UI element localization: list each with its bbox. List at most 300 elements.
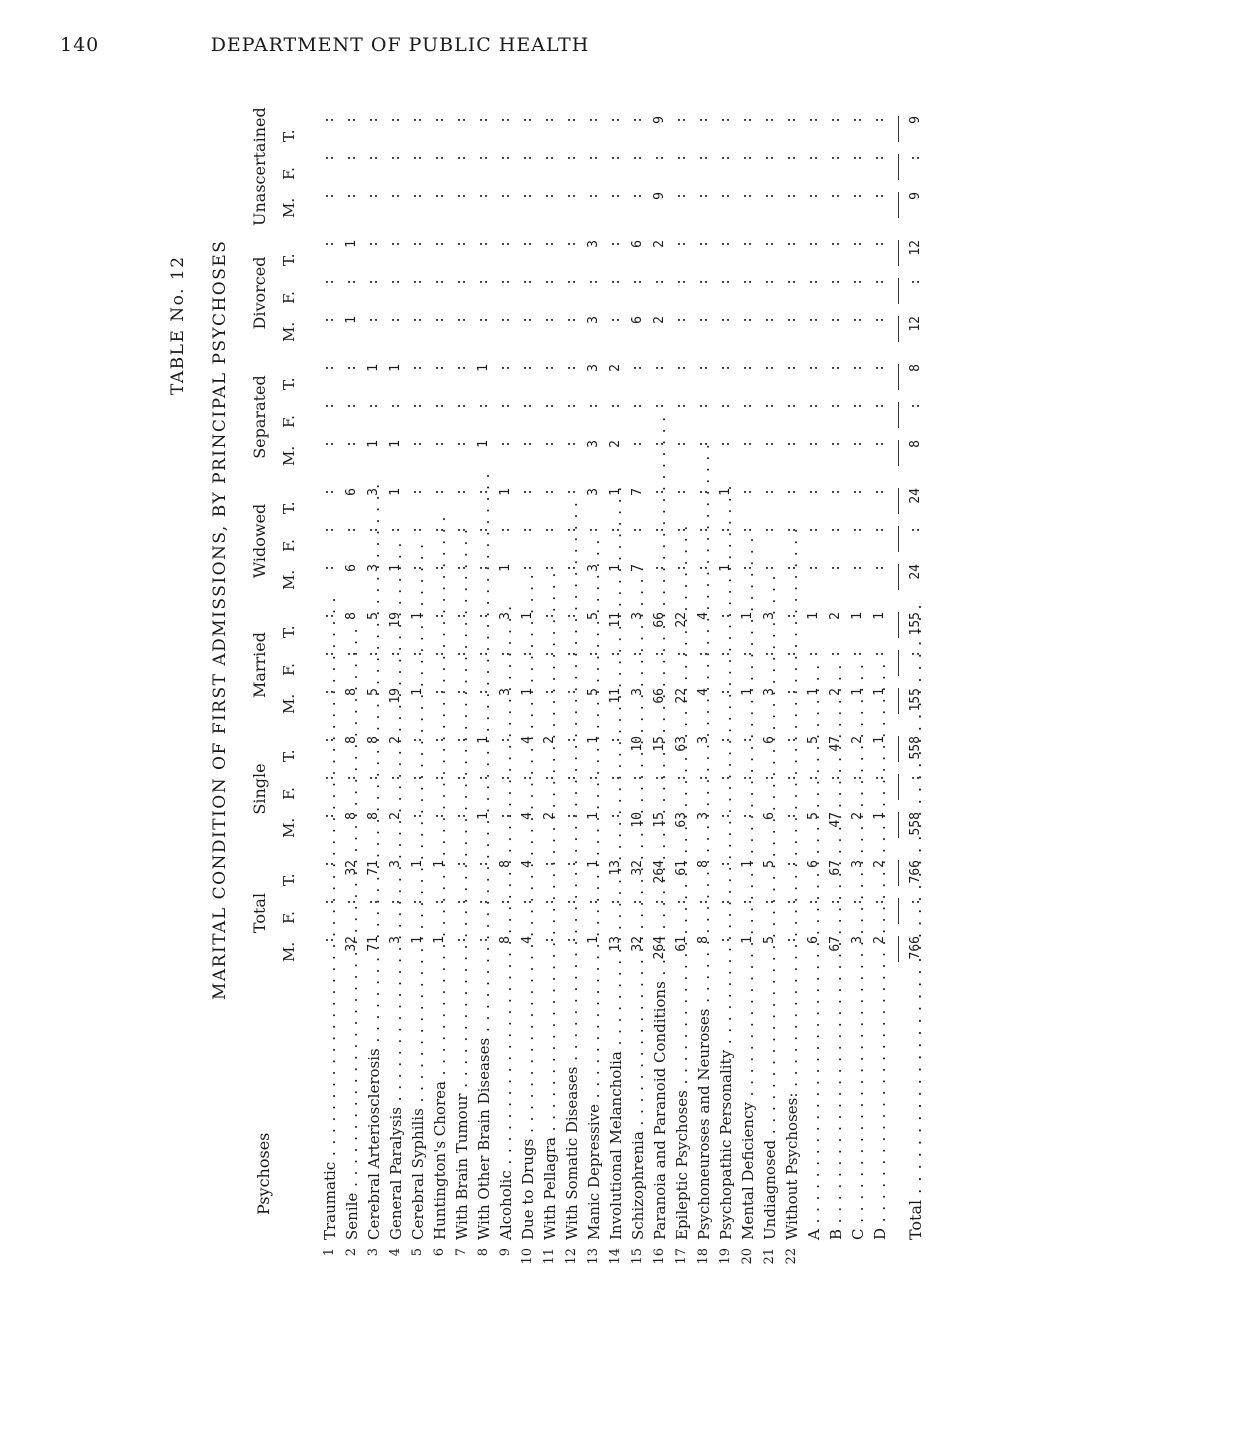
table-cell xyxy=(848,774,868,808)
table-cell xyxy=(540,364,560,398)
row-label: Involutional Melancholia . . . xyxy=(606,1000,626,1240)
table-cell xyxy=(408,564,428,598)
table-cell xyxy=(782,154,802,188)
table-cell xyxy=(474,316,494,350)
table-cell: 155 xyxy=(908,612,923,636)
table-row xyxy=(672,270,692,1270)
table-cell xyxy=(386,316,406,350)
table-cell xyxy=(386,526,406,560)
table-row xyxy=(804,270,824,1270)
table-cell xyxy=(320,936,340,970)
table-cell xyxy=(342,440,362,474)
table-cell xyxy=(826,192,846,226)
total-rule xyxy=(898,860,899,886)
table-cell xyxy=(452,564,472,598)
subcolumn-header: T. xyxy=(280,625,298,638)
table-cell xyxy=(320,440,340,474)
table-cell xyxy=(694,364,714,398)
table-cell xyxy=(540,564,560,598)
table-cell xyxy=(694,278,714,312)
table-cell: 71 xyxy=(366,936,381,952)
table-cell xyxy=(782,402,802,436)
row-label: Mental Deficiency . . . xyxy=(738,1000,758,1240)
table-cell: 1 xyxy=(476,440,491,448)
row-label: Paranoia and Paranoid Conditions . . . xyxy=(650,1000,670,1240)
table-cell: 2 xyxy=(608,364,623,372)
table-cell: 1 xyxy=(432,936,447,944)
table-cell xyxy=(826,526,846,560)
subcolumn-header: F. xyxy=(280,167,298,180)
table-cell xyxy=(650,154,670,188)
table-cell xyxy=(540,526,560,560)
table-cell: 1 xyxy=(806,688,821,696)
table-cell: 4 xyxy=(520,860,535,868)
table-cell: 264 xyxy=(652,936,667,960)
table-cell: 66 xyxy=(652,688,667,704)
table-cell xyxy=(694,488,714,522)
table-cell: 3 xyxy=(850,860,865,868)
table-cell xyxy=(518,116,538,150)
table-cell xyxy=(782,316,802,350)
table-cell: 10 xyxy=(630,736,645,752)
table-cell xyxy=(782,860,802,894)
table-cell: 1 xyxy=(586,812,601,820)
table-cell: 1 xyxy=(366,440,381,448)
table-cell xyxy=(518,240,538,274)
table-row xyxy=(716,270,736,1270)
table-cell: 1 xyxy=(410,936,425,944)
table-cell xyxy=(364,650,384,684)
table-cell xyxy=(320,154,340,188)
table-cell xyxy=(804,488,824,522)
table-cell xyxy=(474,650,494,684)
total-rule xyxy=(898,526,899,552)
table-cell xyxy=(474,936,494,970)
table-cell xyxy=(848,898,868,932)
table-cell xyxy=(518,278,538,312)
table-cell xyxy=(364,402,384,436)
table-cell xyxy=(342,526,362,560)
table-cell xyxy=(694,650,714,684)
table-cell xyxy=(320,278,340,312)
table-row xyxy=(474,270,494,1270)
table-cell xyxy=(870,898,890,932)
table-cell xyxy=(760,564,780,598)
table-cell xyxy=(782,564,802,598)
table-cell xyxy=(716,860,736,894)
table-cell: 1 xyxy=(388,488,403,496)
table-cell: 1 xyxy=(586,936,601,944)
table-cell xyxy=(342,278,362,312)
row-number: 18 xyxy=(696,1248,711,1265)
rotated-table xyxy=(250,107,1250,1270)
table-cell xyxy=(738,564,758,598)
table-cell: 2 xyxy=(542,812,557,820)
table-cell xyxy=(430,736,450,770)
table-cell xyxy=(518,154,538,188)
table-cell xyxy=(760,402,780,436)
table-cell xyxy=(562,116,582,150)
table-cell: 2 xyxy=(828,612,843,620)
row-label: A . . . xyxy=(804,1000,824,1240)
table-cell xyxy=(650,402,670,436)
table-cell: 8 xyxy=(696,936,711,944)
table-cell: 6 xyxy=(630,240,645,248)
table-cell: 6 xyxy=(344,488,359,496)
table-cell: 13 xyxy=(608,860,623,876)
row-number: 1 xyxy=(322,1248,337,1257)
group-title: Widowed xyxy=(250,503,269,579)
table-cell xyxy=(848,650,868,684)
table-cell xyxy=(584,650,604,684)
row-header: Psychoses xyxy=(254,1132,273,1215)
row-number: 20 xyxy=(740,1248,755,1265)
table-cell xyxy=(628,774,648,808)
table-cell xyxy=(716,774,736,808)
table-cell xyxy=(826,440,846,474)
table-cell xyxy=(738,240,758,274)
table-cell: 2 xyxy=(542,736,557,744)
table-cell xyxy=(628,364,648,398)
table-cell xyxy=(408,278,428,312)
running-head: DEPARTMENT OF PUBLIC HEALTH xyxy=(210,34,590,56)
table-row xyxy=(826,270,846,1270)
table-cell xyxy=(782,612,802,646)
row-number: 6 xyxy=(432,1248,447,1257)
table-cell: 3 xyxy=(586,440,601,448)
table-cell: 1 xyxy=(740,860,755,868)
group-title: Unascertained xyxy=(250,107,269,226)
table-cell xyxy=(716,688,736,722)
table-cell xyxy=(562,440,582,474)
table-cell xyxy=(628,402,648,436)
table-cell xyxy=(804,402,824,436)
table-cell xyxy=(474,564,494,598)
table-cell: 61 xyxy=(674,860,689,876)
table-cell xyxy=(540,860,560,894)
table-cell xyxy=(408,116,428,150)
table-cell xyxy=(474,612,494,646)
table-cell xyxy=(562,402,582,436)
column-group xyxy=(250,236,308,350)
table-cell xyxy=(408,192,428,226)
subcolumn-header: F. xyxy=(280,787,298,800)
table-cell: 3 xyxy=(696,812,711,820)
table-cell: 3 xyxy=(586,564,601,572)
table-cell: 3 xyxy=(586,316,601,324)
table-cell: 2 xyxy=(872,936,887,944)
table-cell xyxy=(452,812,472,846)
table-cell xyxy=(848,192,868,226)
table-cell: 1 xyxy=(476,812,491,820)
table-cell: 19 xyxy=(388,688,403,704)
table-cell xyxy=(738,192,758,226)
table-cell: 32 xyxy=(344,936,359,952)
row-number: 11 xyxy=(542,1248,557,1265)
table-cell: 1 xyxy=(476,736,491,744)
table-cell: 6 xyxy=(806,860,821,868)
table-cell: 1 xyxy=(718,564,733,572)
table-cell xyxy=(716,240,736,274)
table-cell xyxy=(672,116,692,150)
table-cell: 1 xyxy=(432,860,447,868)
table-cell xyxy=(342,402,362,436)
table-cell xyxy=(408,736,428,770)
table-cell xyxy=(584,154,604,188)
table-cell xyxy=(804,278,824,312)
table-cell xyxy=(320,774,340,808)
table-cell xyxy=(364,192,384,226)
table-cell xyxy=(628,278,648,312)
table-row xyxy=(760,270,780,1270)
table-cell xyxy=(518,774,538,808)
table-cell xyxy=(386,192,406,226)
table-cell: 32 xyxy=(630,936,645,952)
row-number: 5 xyxy=(410,1248,425,1257)
table-cell xyxy=(848,316,868,350)
table-cell xyxy=(386,898,406,932)
table-cell: 4 xyxy=(520,812,535,820)
table-cell: 12 xyxy=(908,240,923,256)
table-cell xyxy=(716,650,736,684)
total-rule xyxy=(898,898,899,924)
table-row xyxy=(650,116,670,1270)
table-cell: 9 xyxy=(908,192,923,200)
table-cell xyxy=(782,278,802,312)
table-cell xyxy=(760,440,780,474)
table-cell xyxy=(320,240,340,274)
table-cell xyxy=(320,736,340,770)
table-cell: 6 xyxy=(344,564,359,572)
table-cell xyxy=(716,526,736,560)
table-cell xyxy=(430,650,450,684)
table-cell xyxy=(826,154,846,188)
table-cell xyxy=(496,774,516,808)
table-cell xyxy=(430,774,450,808)
table-cell xyxy=(738,402,758,436)
table-cell xyxy=(848,364,868,398)
row-label: C . . . xyxy=(848,1000,868,1240)
table-cell xyxy=(716,736,736,770)
table-cell: 1 xyxy=(520,612,535,620)
table-cell xyxy=(496,736,516,770)
table-cell xyxy=(804,364,824,398)
table-cell: 766 xyxy=(908,936,923,960)
table-cell xyxy=(694,440,714,474)
table-cell xyxy=(452,612,472,646)
table-cell xyxy=(496,650,516,684)
table-cell xyxy=(496,812,516,846)
table-cell: 1 xyxy=(740,612,755,620)
table-cell xyxy=(430,364,450,398)
table-row xyxy=(848,270,868,1270)
table-cell xyxy=(496,402,516,436)
table-cell xyxy=(430,564,450,598)
table-cell xyxy=(804,526,824,560)
table-cell xyxy=(826,488,846,522)
table-cell: 3 xyxy=(366,564,381,572)
table-cell xyxy=(650,564,670,598)
table-cell xyxy=(496,440,516,474)
subcolumn-header: T. xyxy=(280,749,298,762)
table-cell xyxy=(386,278,406,312)
table-cell xyxy=(826,774,846,808)
table-cell xyxy=(672,278,692,312)
table-cell xyxy=(826,898,846,932)
table-cell xyxy=(408,774,428,808)
table-cell xyxy=(628,526,648,560)
table-cell xyxy=(452,154,472,188)
table-cell xyxy=(518,488,538,522)
column-group xyxy=(250,484,308,598)
row-number: 8 xyxy=(476,1248,491,1257)
table-cell xyxy=(342,192,362,226)
table-cell xyxy=(906,774,926,808)
table-cell xyxy=(606,402,626,436)
table-cell xyxy=(628,440,648,474)
table-cell xyxy=(826,650,846,684)
table-cell xyxy=(804,154,824,188)
table-cell xyxy=(760,526,780,560)
table-cell: 1 xyxy=(872,688,887,696)
table-cell: 1 xyxy=(872,612,887,620)
row-label: B . . . xyxy=(826,1000,846,1240)
table-row xyxy=(342,240,362,1270)
table-cell xyxy=(562,860,582,894)
table-cell: 5 xyxy=(586,688,601,696)
table-cell xyxy=(342,154,362,188)
row-number: 17 xyxy=(674,1248,689,1265)
table-cell xyxy=(474,898,494,932)
table-cell xyxy=(804,192,824,226)
table-cell xyxy=(518,440,538,474)
table-cell xyxy=(584,402,604,436)
table-cell xyxy=(364,116,384,150)
table-cell xyxy=(320,564,340,598)
table-cell xyxy=(408,240,428,274)
table-cell xyxy=(716,612,736,646)
table-row xyxy=(496,270,516,1270)
table-cell: 1 xyxy=(388,440,403,448)
table-cell xyxy=(694,192,714,226)
table-cell xyxy=(738,898,758,932)
table-cell: 8 xyxy=(344,688,359,696)
row-label: Undiagnosed . . . xyxy=(760,1000,780,1240)
table-cell xyxy=(672,440,692,474)
total-rule xyxy=(898,688,899,714)
table-cell: 9 xyxy=(652,192,667,200)
table-cell xyxy=(518,316,538,350)
subcolumn-header: T. xyxy=(280,873,298,886)
table-cell xyxy=(848,440,868,474)
table-cell: 67 xyxy=(828,860,843,876)
table-cell xyxy=(826,402,846,436)
table-cell xyxy=(870,240,890,274)
table-cell xyxy=(804,240,824,274)
table-cell: 1 xyxy=(740,936,755,944)
table-cell: 1 xyxy=(498,564,513,572)
table-cell: 3 xyxy=(762,612,777,620)
table-cell xyxy=(782,812,802,846)
table-cell xyxy=(606,116,626,150)
table-cell: 22 xyxy=(674,612,689,628)
table-cell xyxy=(760,240,780,274)
table-cell xyxy=(672,240,692,274)
group-title: Total xyxy=(250,892,269,934)
subcolumn-header: T. xyxy=(280,253,298,266)
table-cell xyxy=(870,316,890,350)
table-cell xyxy=(408,898,428,932)
total-rule xyxy=(898,316,899,342)
table-cell xyxy=(408,440,428,474)
table-cell: 3 xyxy=(762,688,777,696)
table-cell xyxy=(474,860,494,894)
table-cell xyxy=(496,526,516,560)
table-cell: 9 xyxy=(652,116,667,124)
table-cell xyxy=(342,898,362,932)
row-label: Cerebral Arteriosclerosis . . . xyxy=(364,1000,384,1240)
subcolumn-header: M. xyxy=(280,693,298,714)
table-cell xyxy=(386,116,406,150)
table-cell xyxy=(540,278,560,312)
table-cell xyxy=(452,936,472,970)
table-cell xyxy=(760,650,780,684)
row-label: With Brain Tumour . . . xyxy=(452,1000,472,1240)
table-cell xyxy=(562,936,582,970)
table-cell xyxy=(738,364,758,398)
table-cell xyxy=(540,154,560,188)
table-cell xyxy=(672,564,692,598)
column-group xyxy=(250,732,308,846)
table-cell xyxy=(804,774,824,808)
row-label: Epileptic Psychoses . . . xyxy=(672,1000,692,1240)
table-cell xyxy=(782,240,802,274)
row-label: Alcoholic . . . xyxy=(496,1000,516,1240)
table-cell xyxy=(870,154,890,188)
subcolumn-header: F. xyxy=(280,663,298,676)
table-cell: 8 xyxy=(908,440,923,448)
table-cell xyxy=(562,736,582,770)
table-cell xyxy=(606,154,626,188)
table-cell xyxy=(716,364,736,398)
table-cell xyxy=(870,526,890,560)
table-cell xyxy=(782,736,802,770)
table-cell xyxy=(562,650,582,684)
table-cell xyxy=(870,564,890,598)
table-cell xyxy=(606,898,626,932)
table-cell xyxy=(386,650,406,684)
row-number: 12 xyxy=(564,1248,579,1265)
table-cell xyxy=(870,440,890,474)
table-cell xyxy=(364,240,384,274)
table-cell: 47 xyxy=(828,812,843,828)
table-cell xyxy=(606,316,626,350)
table-cell xyxy=(430,402,450,436)
total-rule xyxy=(898,364,899,390)
table-cell: 4 xyxy=(696,612,711,620)
table-cell: 1 xyxy=(586,736,601,744)
table-cell xyxy=(782,774,802,808)
table-cell: 5 xyxy=(586,612,601,620)
table-cell xyxy=(716,278,736,312)
table-cell xyxy=(672,402,692,436)
group-title: Married xyxy=(250,631,269,699)
table-cell xyxy=(496,154,516,188)
table-cell xyxy=(738,116,758,150)
table-cell: 32 xyxy=(630,860,645,876)
total-rule xyxy=(898,402,899,428)
table-cell xyxy=(452,650,472,684)
